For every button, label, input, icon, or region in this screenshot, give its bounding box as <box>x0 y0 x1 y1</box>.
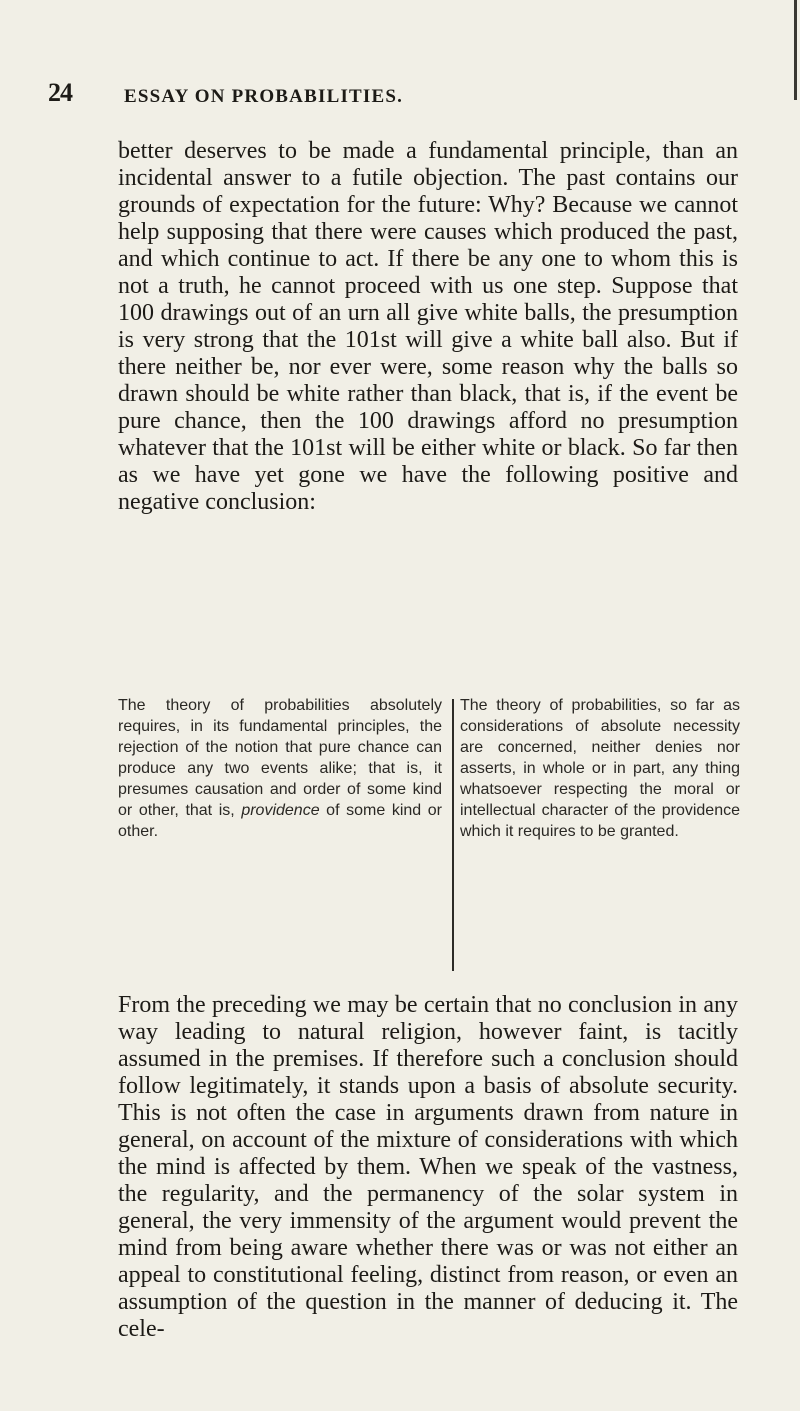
paragraph-1: better deserves to be made a fundamental principle, than an incidental answer to a futile objection. The past contains our grounds of expectation for the future: Why? Because we cannot help supposing that there were causes which produced the past, and which continue to act. If there be any one to whom this is not a truth, he cannot proceed with us one step. Suppose that 100 drawings out of an urn all give white balls, the presumption is very strong that the 101st will give a white ball also. But if there neither be, nor ever were, some reason why the balls so drawn should be white rather than black, that is, if the event be pure chance, then the 100 drawings afford no presumption whatever that the 101st will be either white or black. So far then as we have yet gone we have the following positive and negative conclusion: <box>118 138 738 515</box>
paragraph-2: From the preceding we may be certain that no conclusion in any way leading to natural religion, however faint, is tacitly assumed in the premises. If therefore such a conclusion should follow legitimately, it stands upon a basis of absolute security. This is not often the case in arguments drawn from nature in general, on account of the mixture of considerations with which the mind is affected by them. When we speak of the vastness, the regularity, and the permanency of the solar system in general, the very immensity of the argument would prevent the mind from being aware whether there was or was not either an appeal to constitutional feeling, distinct from reason, or even an assumption of the question in the manner of deducing it. The cele- <box>118 992 738 1342</box>
page-header <box>48 78 748 112</box>
left-column-tail: of some kind or other. <box>118 802 442 840</box>
left-column-emphasis: providence <box>241 802 320 819</box>
page-number: 24 <box>48 78 72 107</box>
two-column-comparison <box>118 695 740 973</box>
running-head: ESSAY ON PROBABILITIES. <box>124 86 404 107</box>
left-column-text: The theory of probabilities absolutely requires, in its fundamental principles, the rejection of the notion that pure chance can produce any two events alike; that is, it presumes causation and order of some kind or other, that is, <box>118 697 442 819</box>
left-column <box>118 695 442 842</box>
page-edge-line <box>794 0 797 100</box>
right-column: The theory of probabilities, so far as considerations of absolute necessity are concerned, neither denies nor asserts, in whole or in part, any thing whatsoever respecting the moral or intellectual character of the providence which it requires to be granted. <box>460 697 740 840</box>
column-divider <box>452 699 454 971</box>
